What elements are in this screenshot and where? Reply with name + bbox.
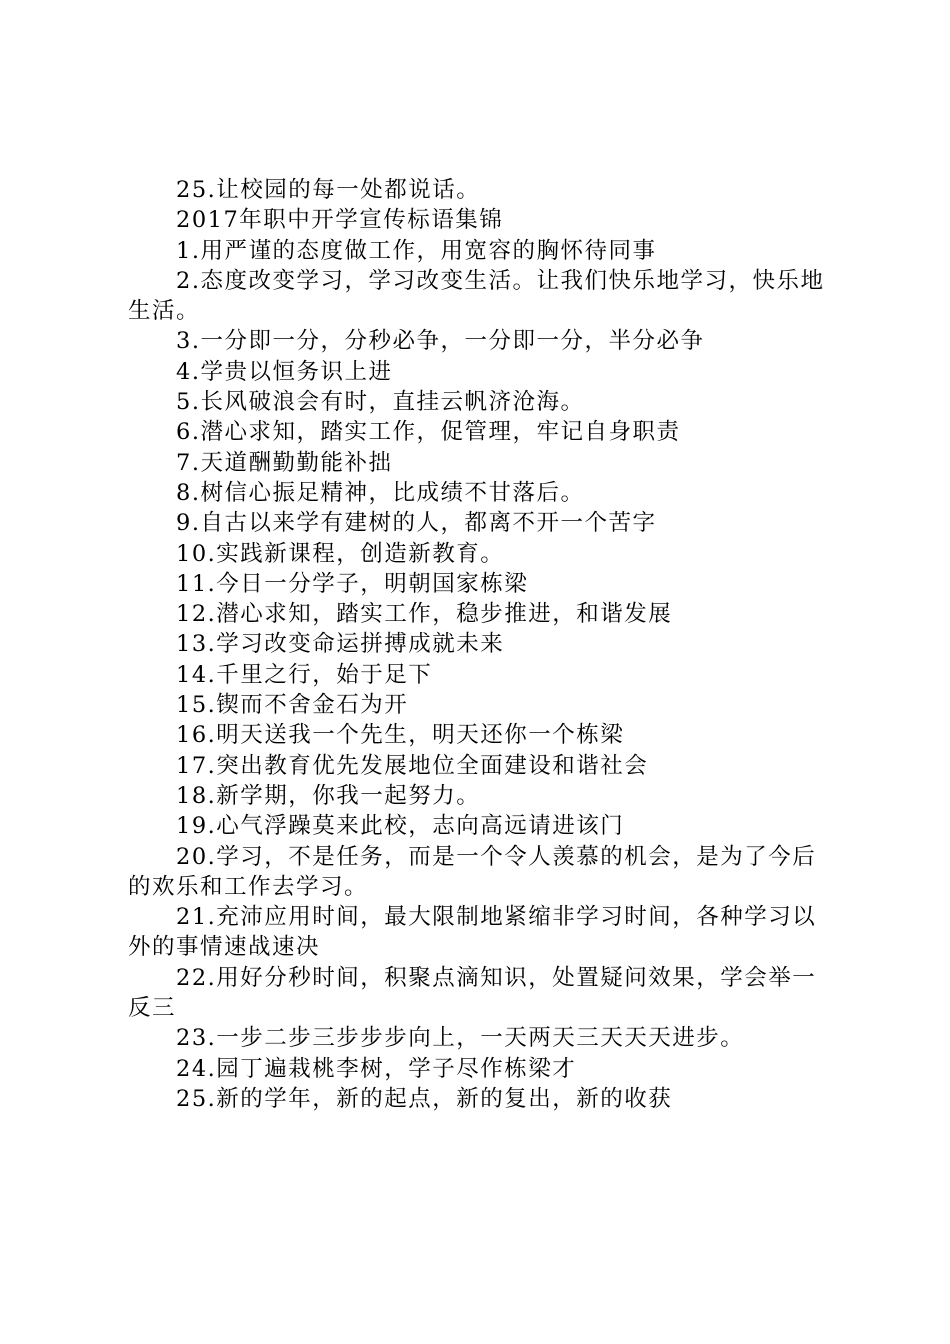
- section-heading: 2017年职中开学宣传标语集锦: [176, 207, 504, 234]
- slogan-item: 12.潜心求知，踏实工作，稳步推进，和谐发展: [176, 601, 673, 628]
- slogan-item: 22.用好分秒时间，积聚点滴知识，处置疑问效果，学会举一反三: [128, 964, 817, 1022]
- slogan-item: 11.今日一分学子，明朝国家栋梁: [176, 570, 529, 597]
- slogan-item: 23.一步二步三步步步向上，一天两天三天天天进步。: [176, 1025, 745, 1052]
- slogan-item: 17.突出教育优先发展地位全面建设和谐社会: [176, 752, 649, 779]
- slogan-item: 6.潜心求知，踏实工作，促管理，牢记自身职责: [176, 419, 681, 446]
- slogan-item: 2.态度改变学习，学习改变生活。让我们快乐地学习，快乐地生活。: [128, 267, 825, 325]
- slogan-item: 4.学贵以恒务识上进: [176, 358, 393, 385]
- slogan-item: 25.新的学年，新的起点，新的复出，新的收获: [176, 1085, 673, 1112]
- slogan-item: 9.自古以来学有建树的人，都离不开一个苦字: [176, 510, 657, 537]
- slogan-item: 24.园丁遍栽桃李树，学子尽作栋梁才: [176, 1055, 577, 1082]
- slogan-item: 15.锲而不舍金石为开: [176, 692, 409, 719]
- slogan-item: 21.充沛应用时间，最大限制地紧缩非学习时间，各种学习以外的事情速战速决: [128, 904, 817, 961]
- slogan-item: 10.实践新课程，创造新教育。: [176, 540, 505, 567]
- slogan-item: 14.千里之行，始于足下: [176, 661, 433, 688]
- document-body: [128, 175, 828, 1114]
- slogan-item: 3.一分即一分，分秒必争，一分即一分，半分必争: [176, 328, 705, 355]
- slogan-item: 16.明天送我一个先生，明天还你一个栋梁: [176, 722, 625, 749]
- slogan-item: 8.树信心振足精神，比成绩不甘落后。: [176, 479, 585, 506]
- slogan-item: 18.新学期，你我一起努力。: [176, 782, 481, 809]
- paragraph: 25.让校园的每一处都说话。: [176, 177, 481, 203]
- slogan-item: 5.长风破浪会有时，直挂云帆济沧海。: [176, 389, 585, 416]
- slogan-item: 20.学习，不是任务，而是一个令人羡慕的机会，是为了今后的欢乐和工作去学习。: [128, 843, 817, 900]
- slogan-item: 19.心气浮躁莫来此校，志向高远请进该门: [176, 813, 625, 840]
- slogan-item: 7.天道酬勤勤能补拙: [176, 449, 393, 476]
- slogan-item: 13.学习改变命运拼搏成就未来: [176, 631, 505, 658]
- slogan-item: 1.用严谨的态度做工作，用宽容的胸怀待同事: [176, 237, 657, 264]
